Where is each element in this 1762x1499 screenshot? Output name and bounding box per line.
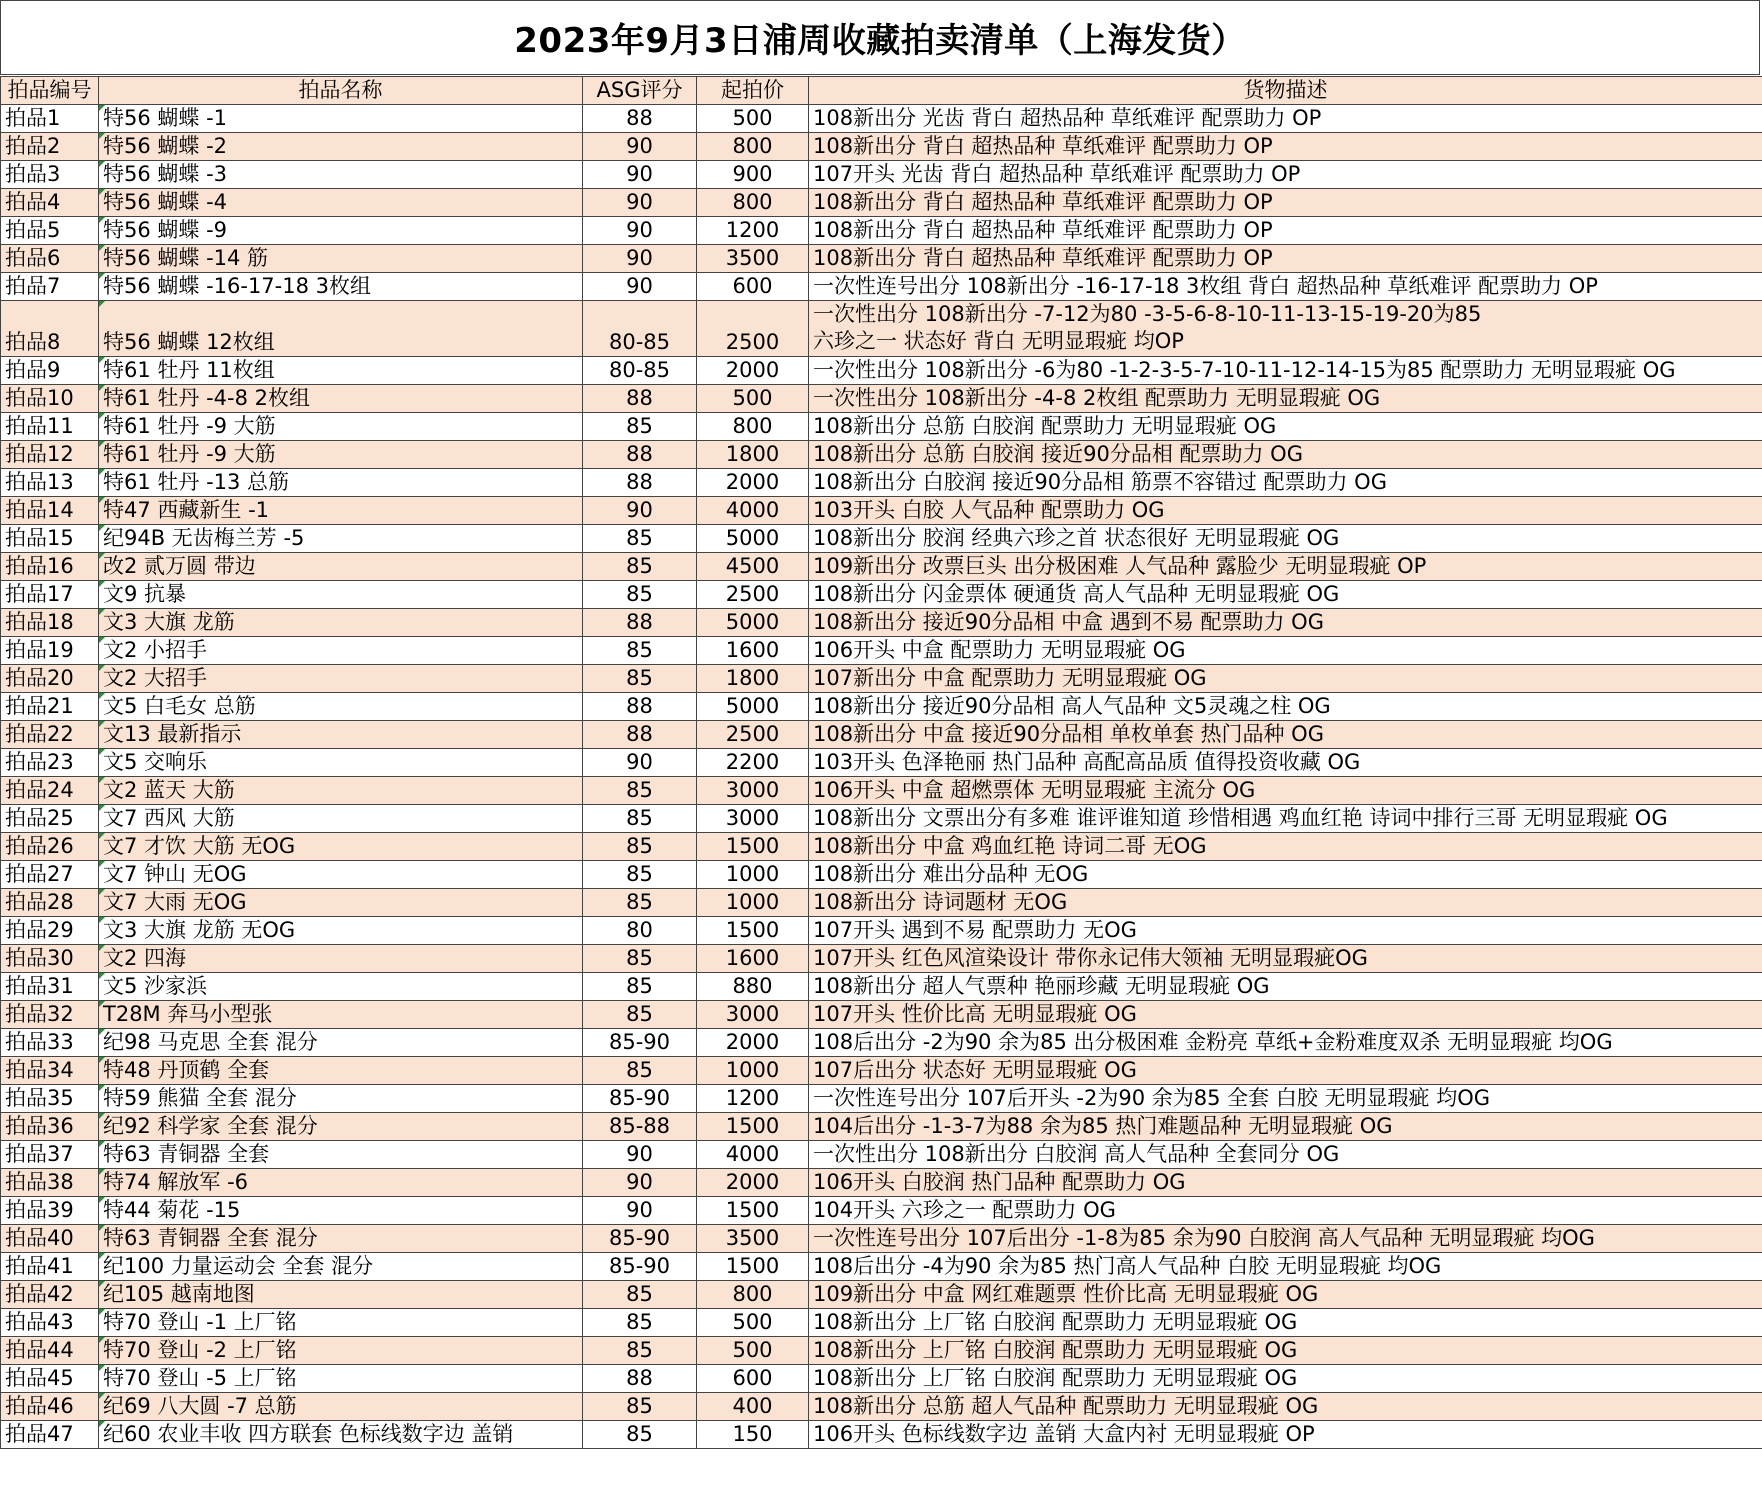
table-row [1,889,1762,917]
asg-score-cell[interactable]: 85 [583,665,697,693]
description-cell[interactable]: 107新出分 中盒 配票助力 无明显瑕疵 OG [809,665,1762,693]
asg-score-cell[interactable]: 90 [583,1197,697,1225]
lot-name-cell[interactable]: 特56 蝴蝶 -1 [99,105,583,133]
asg-score-cell[interactable]: 85 [583,777,697,805]
description-cell[interactable]: 104开头 六珍之一 配票助力 OG [809,1197,1762,1225]
lot-name-cell[interactable]: 纪105 越南地图 [99,1281,583,1309]
table-row [1,833,1762,861]
lot-name-cell[interactable]: 文2 小招手 [99,637,583,665]
description-cell[interactable]: 108新出分 文票出分有多难 谁评谁知道 珍惜相遇 鸡血红艳 诗词中排行三哥 无明显瑕疵 OG [809,805,1762,833]
description-cell[interactable]: 106开头 中盒 配票助力 无明显瑕疵 OG [809,637,1762,665]
lot-name-cell[interactable]: 纪94B 无齿梅兰芳 -5 [99,525,583,553]
description-cell[interactable]: 108后出分 -4为90 余为85 热门高人气品种 白胶 无明显瑕疵 均OG [809,1253,1762,1281]
asg-score-cell[interactable]: 85 [583,1421,697,1449]
lot-id-cell[interactable]: 拍品21 [1,693,99,721]
table-row [1,217,1762,245]
description-cell[interactable]: 108新出分 上厂铭 白胶润 配票助力 无明显瑕疵 OG [809,1337,1762,1365]
description-cell[interactable]: 107开头 光齿 背白 超热品种 草纸难评 配票助力 OP [809,161,1762,189]
col-header-desc[interactable]: 货物描述 [809,77,1762,105]
table-row [1,693,1762,721]
start-price-cell[interactable]: 2000 [697,469,809,497]
lot-name-cell[interactable]: 特70 登山 -5 上厂铭 [99,1365,583,1393]
col-header-name[interactable]: 拍品名称 [99,77,583,105]
lot-name-cell[interactable]: 特61 牡丹 -9 大筋 [99,413,583,441]
lot-name-cell[interactable]: 文5 沙家浜 [99,973,583,1001]
description-cell[interactable]: 一次性连号出分 108新出分 -16-17-18 3枚组 背白 超热品种 草纸难评 配票助力 OP [809,273,1762,301]
col-header-score[interactable]: ASG评分 [583,77,697,105]
description-cell[interactable]: 108新出分 上厂铭 白胶润 配票助力 无明显瑕疵 OG [809,1365,1762,1393]
description-cell[interactable]: 108新出分 接近90分品相 中盒 遇到不易 配票助力 OG [809,609,1762,637]
asg-score-cell[interactable]: 88 [583,469,697,497]
start-price-cell[interactable]: 2500 [697,581,809,609]
lot-name-cell[interactable]: 特56 蝴蝶 -2 [99,133,583,161]
table-row [1,973,1762,1001]
start-price-cell[interactable]: 2500 [697,721,809,749]
lot-id-cell[interactable]: 拍品39 [1,1197,99,1225]
lot-id-cell[interactable]: 拍品18 [1,609,99,637]
table-row [1,1225,1762,1253]
description-cell[interactable]: 108新出分 光齿 背白 超热品种 草纸难评 配票助力 OP [809,105,1762,133]
asg-score-cell[interactable]: 85 [583,889,697,917]
asg-score-cell[interactable]: 85-88 [583,1113,697,1141]
table-row [1,161,1762,189]
lot-name-cell[interactable]: 文7 西风 大筋 [99,805,583,833]
table-row [1,581,1762,609]
table-row [1,609,1762,637]
description-line: 六珍之一 状态好 背白 无明显瑕疵 均OP [813,329,1184,353]
description-cell[interactable]: 106开头 中盒 超燃票体 无明显瑕疵 主流分 OG [809,777,1762,805]
table-row [1,1253,1762,1281]
lot-name-cell[interactable]: 文7 才饮 大筋 无OG [99,833,583,861]
table-row [1,189,1762,217]
lot-id-cell[interactable]: 拍品7 [1,273,99,301]
lot-id-cell[interactable]: 拍品19 [1,637,99,665]
lot-id-cell[interactable]: 拍品31 [1,973,99,1001]
table-row [1,1057,1762,1085]
lot-name-cell[interactable]: T28M 奔马小型张 [99,1001,583,1029]
lot-id-cell[interactable]: 拍品25 [1,805,99,833]
asg-score-cell[interactable]: 90 [583,189,697,217]
table-row [1,1365,1762,1393]
table-row [1,1169,1762,1197]
asg-score-cell[interactable]: 85-90 [583,1085,697,1113]
description-cell[interactable]: 108新出分 总筋 白胶润 接近90分品相 配票助力 OG [809,441,1762,469]
asg-score-cell[interactable]: 88 [583,1365,697,1393]
start-price-cell[interactable]: 1800 [697,441,809,469]
lot-name-cell[interactable]: 特56 蝴蝶 -16-17-18 3枚组 [99,273,583,301]
asg-score-cell[interactable]: 85-90 [583,1225,697,1253]
start-price-cell[interactable]: 1500 [697,917,809,945]
asg-score-cell[interactable]: 85-90 [583,1253,697,1281]
table-row [1,1141,1762,1169]
table-row [1,245,1762,273]
lot-id-cell[interactable]: 拍品46 [1,1393,99,1421]
header-row [1,77,1762,105]
asg-score-cell[interactable]: 88 [583,693,697,721]
asg-score-cell[interactable]: 85 [583,833,697,861]
lot-name-cell[interactable]: 特70 登山 -2 上厂铭 [99,1337,583,1365]
description-cell[interactable]: 108新出分 超人气票种 艳丽珍藏 无明显瑕疵 OG [809,973,1762,1001]
col-header-id[interactable]: 拍品编号 [1,77,99,105]
lot-id-cell[interactable]: 拍品22 [1,721,99,749]
description-cell[interactable]: 一次性连号出分 107后开头 -2为90 余为85 全套 白胶 无明显瑕疵 均OG [809,1085,1762,1113]
start-price-cell[interactable]: 3000 [697,777,809,805]
table-row [1,1309,1762,1337]
table-row [1,1001,1762,1029]
asg-score-cell[interactable]: 80 [583,917,697,945]
lot-name-cell[interactable]: 文2 大招手 [99,665,583,693]
description-cell[interactable]: 一次性出分 108新出分 白胶润 高人气品种 全套同分 OG [809,1141,1762,1169]
lot-id-cell[interactable]: 拍品35 [1,1085,99,1113]
start-price-cell[interactable]: 1200 [697,217,809,245]
table-row [1,917,1762,945]
start-price-cell[interactable]: 600 [697,273,809,301]
start-price-cell[interactable]: 1500 [697,833,809,861]
lot-id-cell[interactable]: 拍品28 [1,889,99,917]
asg-score-cell[interactable]: 85-90 [583,1029,697,1057]
description-cell[interactable]: 108新出分 背白 超热品种 草纸难评 配票助力 OP [809,217,1762,245]
table-row [1,1113,1762,1141]
auction-table [0,76,1762,1449]
lot-name-cell[interactable]: 特59 熊猫 全套 混分 [99,1085,583,1113]
description-cell[interactable]: 104后出分 -1-3-7为88 余为85 热门难题品种 无明显瑕疵 OG [809,1113,1762,1141]
start-price-cell[interactable]: 500 [697,1337,809,1365]
start-price-cell[interactable]: 4000 [697,497,809,525]
lot-id-cell[interactable]: 拍品30 [1,945,99,973]
lot-id-cell[interactable]: 拍品33 [1,1029,99,1057]
description-cell[interactable]: 106开头 白胶润 热门品种 配票助力 OG [809,1169,1762,1197]
asg-score-cell[interactable]: 90 [583,497,697,525]
lot-id-cell[interactable]: 拍品1 [1,105,99,133]
table-row [1,1337,1762,1365]
start-price-cell[interactable]: 800 [697,133,809,161]
description-cell[interactable]: 108新出分 总筋 白胶润 配票助力 无明显瑕疵 OG [809,413,1762,441]
lot-name-cell[interactable]: 文2 四海 [99,945,583,973]
description-cell[interactable]: 一次性出分 108新出分 -6为80 -1-2-3-5-7-10-11-12-14-15为85 配票助力 无明显瑕疵 OG [809,357,1762,385]
start-price-cell[interactable]: 1800 [697,665,809,693]
lot-name-cell[interactable]: 文7 钟山 无OG [99,861,583,889]
lot-id-cell[interactable]: 拍品8 [1,301,99,357]
description-cell[interactable]: 一次性出分 108新出分 -4-8 2枚组 配票助力 无明显瑕疵 OG [809,385,1762,413]
start-price-cell[interactable]: 150 [697,1421,809,1449]
lot-name-cell[interactable]: 特74 解放军 -6 [99,1169,583,1197]
start-price-cell[interactable]: 1600 [697,637,809,665]
table-row [1,1029,1762,1057]
table-row [1,385,1762,413]
description-cell[interactable]: 108新出分 中盒 接近90分品相 单枚单套 热门品种 OG [809,721,1762,749]
description-cell[interactable]: 108新出分 背白 超热品种 草纸难评 配票助力 OP [809,189,1762,217]
asg-score-cell[interactable]: 80-85 [583,301,697,357]
lot-name-cell[interactable]: 纪60 农业丰收 四方联套 色标线数字边 盖销 [99,1421,583,1449]
asg-score-cell[interactable]: 88 [583,385,697,413]
asg-score-cell[interactable]: 85 [583,1337,697,1365]
start-price-cell[interactable]: 2000 [697,1169,809,1197]
table-row [1,553,1762,581]
start-price-cell[interactable]: 1000 [697,889,809,917]
table-row [1,637,1762,665]
table-row [1,1085,1762,1113]
lot-name-cell[interactable]: 文7 大雨 无OG [99,889,583,917]
start-price-cell[interactable]: 2200 [697,749,809,777]
description-cell[interactable]: 108新出分 白胶润 接近90分品相 筋票不容错过 配票助力 OG [809,469,1762,497]
lot-id-cell[interactable]: 拍品3 [1,161,99,189]
table-row [1,469,1762,497]
start-price-cell[interactable]: 900 [697,161,809,189]
lot-id-cell[interactable]: 拍品26 [1,833,99,861]
col-header-price[interactable]: 起拍价 [697,77,809,105]
description-cell[interactable]: 108新出分 接近90分品相 高人气品种 文5灵魂之柱 OG [809,693,1762,721]
table-row [1,133,1762,161]
description-cell[interactable]: 107后出分 状态好 无明显瑕疵 OG [809,1057,1762,1085]
description-cell[interactable]: 108新出分 背白 超热品种 草纸难评 配票助力 OP [809,245,1762,273]
lot-id-cell[interactable]: 拍品23 [1,749,99,777]
description-cell[interactable]: 103开头 色泽艳丽 热门品种 高配高品质 值得投资收藏 OG [809,749,1762,777]
table-row [1,1197,1762,1225]
description-line: 一次性出分 108新出分 -7-12为80 -3-5-6-8-10-11-13-15-19-20为85 [813,302,1482,326]
lot-id-cell[interactable]: 拍品2 [1,133,99,161]
table-row [1,777,1762,805]
asg-score-cell[interactable]: 90 [583,749,697,777]
start-price-cell[interactable]: 800 [697,1281,809,1309]
lot-name-cell[interactable]: 特70 登山 -1 上厂铭 [99,1309,583,1337]
lot-name-cell[interactable]: 特63 青铜器 全套 混分 [99,1225,583,1253]
asg-score-cell[interactable]: 85 [583,805,697,833]
lot-name-cell[interactable]: 特56 蝴蝶 -9 [99,217,583,245]
start-price-cell[interactable]: 500 [697,1309,809,1337]
start-price-cell[interactable]: 1500 [697,1113,809,1141]
lot-name-cell[interactable]: 纪92 科学家 全套 混分 [99,1113,583,1141]
asg-score-cell[interactable]: 85 [583,581,697,609]
lot-id-cell[interactable]: 拍品27 [1,861,99,889]
table-row [1,441,1762,469]
lot-id-cell[interactable]: 拍品13 [1,469,99,497]
table-row [1,749,1762,777]
asg-score-cell[interactable]: 85 [583,525,697,553]
start-price-cell[interactable]: 4000 [697,1141,809,1169]
lot-name-cell[interactable]: 特61 牡丹 -9 大筋 [99,441,583,469]
table-row [1,357,1762,385]
start-price-cell[interactable]: 600 [697,1365,809,1393]
lot-name-cell[interactable]: 特48 丹顶鹤 全套 [99,1057,583,1085]
lot-name-cell[interactable]: 纪69 八大圆 -7 总筋 [99,1393,583,1421]
lot-name-cell[interactable]: 文5 白毛女 总筋 [99,693,583,721]
description-cell[interactable]: 107开头 红色风渲染设计 带你永记伟大领袖 无明显瑕疵OG [809,945,1762,973]
lot-id-cell[interactable]: 拍品5 [1,217,99,245]
start-price-cell[interactable]: 1000 [697,861,809,889]
start-price-cell[interactable]: 1600 [697,945,809,973]
lot-name-cell[interactable]: 特61 牡丹 11枚组 [99,357,583,385]
table-row [1,945,1762,973]
start-price-cell[interactable]: 400 [697,1393,809,1421]
table-row [1,525,1762,553]
lot-name-cell[interactable]: 文9 抗暴 [99,581,583,609]
start-price-cell[interactable]: 1000 [697,1057,809,1085]
asg-score-cell[interactable]: 85 [583,973,697,1001]
lot-name-cell[interactable]: 特56 蝴蝶 -4 [99,189,583,217]
description-cell[interactable]: 107开头 遇到不易 配票助力 无OG [809,917,1762,945]
description-cell[interactable]: 108新出分 背白 超热品种 草纸难评 配票助力 OP [809,133,1762,161]
sheet-title: 2023年9月3日浦周收藏拍卖清单（上海发货） [0,0,1760,75]
start-price-cell[interactable]: 3000 [697,1001,809,1029]
lot-name-cell[interactable]: 纪100 力量运动会 全套 混分 [99,1253,583,1281]
table-row [1,665,1762,693]
lot-name-cell[interactable]: 特63 青铜器 全套 [99,1141,583,1169]
description-cell[interactable]: 108新出分 总筋 超人气品种 配票助力 无明显瑕疵 OG [809,1393,1762,1421]
start-price-cell[interactable]: 500 [697,385,809,413]
lot-id-cell[interactable]: 拍品20 [1,665,99,693]
lot-id-cell[interactable]: 拍品36 [1,1113,99,1141]
lot-id-cell[interactable]: 拍品44 [1,1337,99,1365]
description-cell[interactable]: 108新出分 闪金票体 硬通货 高人气品种 无明显瑕疵 OG [809,581,1762,609]
asg-score-cell[interactable]: 85 [583,413,697,441]
lot-id-cell[interactable]: 拍品41 [1,1253,99,1281]
table-row [1,1421,1762,1449]
asg-score-cell[interactable]: 88 [583,609,697,637]
asg-score-cell[interactable]: 85 [583,1393,697,1421]
start-price-cell[interactable]: 3000 [697,805,809,833]
description-cell[interactable]: 109新出分 中盒 网红难题票 性价比高 无明显瑕疵 OG [809,1281,1762,1309]
description-cell[interactable]: 108新出分 上厂铭 白胶润 配票助力 无明显瑕疵 OG [809,1309,1762,1337]
lot-id-cell[interactable]: 拍品6 [1,245,99,273]
asg-score-cell[interactable]: 85 [583,1001,697,1029]
start-price-cell[interactable]: 2000 [697,357,809,385]
lot-name-cell[interactable]: 特56 蝴蝶 -3 [99,161,583,189]
lot-id-cell[interactable]: 拍品16 [1,553,99,581]
table-row [1,805,1762,833]
start-price-cell[interactable]: 3500 [697,1225,809,1253]
description-cell[interactable]: 109新出分 改票巨头 出分极困难 人气品种 露脸少 无明显瑕疵 OP [809,553,1762,581]
lot-id-cell[interactable]: 拍品10 [1,385,99,413]
lot-id-cell[interactable]: 拍品9 [1,357,99,385]
asg-score-cell[interactable]: 85 [583,861,697,889]
lot-id-cell[interactable]: 拍品4 [1,189,99,217]
start-price-cell[interactable]: 880 [697,973,809,1001]
asg-score-cell[interactable]: 80-85 [583,357,697,385]
lot-name-cell[interactable]: 文5 交响乐 [99,749,583,777]
lot-id-cell[interactable]: 拍品12 [1,441,99,469]
description-cell[interactable]: 108新出分 中盒 鸡血红艳 诗词二哥 无OG [809,833,1762,861]
lot-name-cell[interactable]: 文2 蓝天 大筋 [99,777,583,805]
lot-id-cell[interactable]: 拍品42 [1,1281,99,1309]
lot-id-cell[interactable]: 拍品32 [1,1001,99,1029]
start-price-cell[interactable]: 1500 [697,1253,809,1281]
lot-name-cell[interactable]: 改2 贰万圆 带边 [99,553,583,581]
table-row [1,497,1762,525]
description-cell[interactable]: 一次性连号出分 107后出分 -1-8为85 余为90 白胶润 高人气品种 无明显瑕疵 均OG [809,1225,1762,1253]
lot-id-cell[interactable]: 拍品47 [1,1421,99,1449]
description-cell[interactable]: 108新出分 难出分品种 无OG [809,861,1762,889]
lot-name-cell[interactable]: 特47 西藏新生 -1 [99,497,583,525]
lot-name-cell[interactable]: 文13 最新指示 [99,721,583,749]
asg-score-cell[interactable]: 85 [583,1281,697,1309]
start-price-cell[interactable]: 2000 [697,1029,809,1057]
asg-score-cell[interactable]: 90 [583,273,697,301]
table-row [1,273,1762,301]
asg-score-cell[interactable]: 88 [583,441,697,469]
lot-id-cell[interactable]: 拍品43 [1,1309,99,1337]
asg-score-cell[interactable]: 90 [583,245,697,273]
start-price-cell[interactable]: 5000 [697,609,809,637]
table-row [1,721,1762,749]
asg-score-cell[interactable]: 90 [583,1169,697,1197]
description-cell[interactable]: 108新出分 诗词题材 无OG [809,889,1762,917]
start-price-cell[interactable]: 1200 [697,1085,809,1113]
start-price-cell[interactable]: 5000 [697,525,809,553]
asg-score-cell[interactable]: 85 [583,553,697,581]
table-row [1,413,1762,441]
start-price-cell[interactable]: 2500 [697,301,809,357]
asg-score-cell[interactable]: 90 [583,1141,697,1169]
description-cell[interactable]: 106开头 色标线数字边 盖销 大盒内衬 无明显瑕疵 OP [809,1421,1762,1449]
table-row [1,105,1762,133]
asg-score-cell[interactable]: 85 [583,1309,697,1337]
start-price-cell[interactable]: 500 [697,105,809,133]
start-price-cell[interactable]: 4500 [697,553,809,581]
table-row [1,861,1762,889]
lot-id-cell[interactable]: 拍品40 [1,1225,99,1253]
table-row [1,1281,1762,1309]
lot-id-cell[interactable]: 拍品34 [1,1057,99,1085]
description-cell[interactable]: 108新出分 胶润 经典六珍之首 状态很好 无明显瑕疵 OG [809,525,1762,553]
asg-score-cell[interactable]: 88 [583,721,697,749]
start-price-cell[interactable]: 3500 [697,245,809,273]
lot-name-cell[interactable]: 文3 大旗 龙筋 无OG [99,917,583,945]
start-price-cell[interactable]: 1500 [697,1197,809,1225]
asg-score-cell[interactable]: 85 [583,637,697,665]
description-cell[interactable]: 107开头 性价比高 无明显瑕疵 OG [809,1001,1762,1029]
description-cell[interactable] [809,301,1762,357]
description-cell[interactable]: 103开头 白胶 人气品种 配票助力 OG [809,497,1762,525]
asg-score-cell[interactable]: 90 [583,161,697,189]
start-price-cell[interactable]: 800 [697,413,809,441]
table-row [1,301,1762,357]
asg-score-cell[interactable]: 85 [583,1057,697,1085]
lot-name-cell[interactable]: 文3 大旗 龙筋 [99,609,583,637]
lot-id-cell[interactable]: 拍品14 [1,497,99,525]
lot-name-cell[interactable]: 特61 牡丹 -13 总筋 [99,469,583,497]
lot-id-cell[interactable]: 拍品15 [1,525,99,553]
lot-id-cell[interactable]: 拍品29 [1,917,99,945]
lot-id-cell[interactable]: 拍品24 [1,777,99,805]
table-row [1,1393,1762,1421]
start-price-cell[interactable]: 5000 [697,693,809,721]
asg-score-cell[interactable]: 90 [583,133,697,161]
lot-name-cell[interactable]: 特44 菊花 -15 [99,1197,583,1225]
lot-id-cell[interactable]: 拍品11 [1,413,99,441]
lot-name-cell[interactable]: 特56 蝴蝶 -14 筋 [99,245,583,273]
asg-score-cell[interactable]: 88 [583,105,697,133]
lot-name-cell[interactable]: 特61 牡丹 -4-8 2枚组 [99,385,583,413]
description-cell[interactable]: 108后出分 -2为90 余为85 出分极困难 金粉亮 草纸+金粉难度双杀 无明显瑕疵 均OG [809,1029,1762,1057]
asg-score-cell[interactable]: 85 [583,945,697,973]
lot-id-cell[interactable]: 拍品17 [1,581,99,609]
lot-name-cell[interactable]: 特56 蝴蝶 12枚组 [99,301,583,357]
lot-id-cell[interactable]: 拍品38 [1,1169,99,1197]
lot-id-cell[interactable]: 拍品45 [1,1365,99,1393]
start-price-cell[interactable]: 800 [697,189,809,217]
lot-name-cell[interactable]: 纪98 马克思 全套 混分 [99,1029,583,1057]
asg-score-cell[interactable]: 90 [583,217,697,245]
lot-id-cell[interactable]: 拍品37 [1,1141,99,1169]
